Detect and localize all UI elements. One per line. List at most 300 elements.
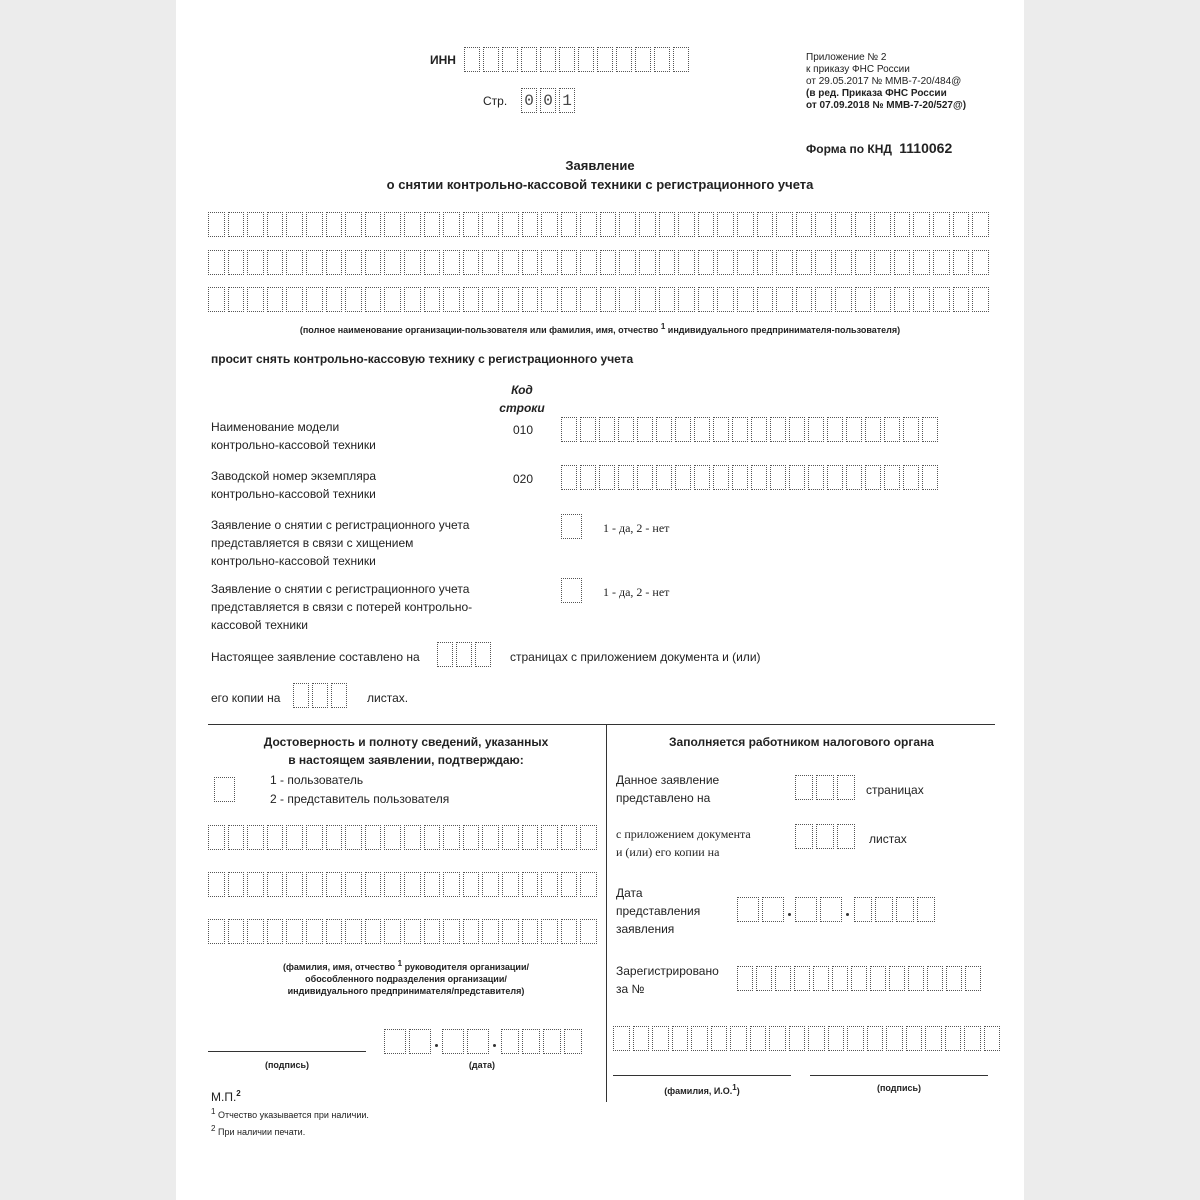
char-cell[interactable] <box>404 212 421 237</box>
char-cell[interactable]: 1 <box>559 88 575 113</box>
char-cell[interactable] <box>561 287 578 312</box>
char-cell[interactable] <box>808 1026 825 1051</box>
char-cell[interactable] <box>424 825 441 850</box>
char-cell[interactable] <box>972 212 989 237</box>
char-cell[interactable] <box>599 465 615 490</box>
char-cell[interactable] <box>365 212 382 237</box>
char-cell[interactable] <box>757 287 774 312</box>
char-cell[interactable] <box>443 872 460 897</box>
char-cell[interactable] <box>751 465 767 490</box>
officer-signature-line[interactable] <box>810 1075 988 1076</box>
char-cell[interactable] <box>816 775 834 800</box>
char-cell[interactable] <box>424 287 441 312</box>
char-cell[interactable] <box>884 465 900 490</box>
char-cell[interactable] <box>365 872 382 897</box>
char-cell[interactable] <box>678 250 695 275</box>
char-cell[interactable] <box>775 966 791 991</box>
char-cell[interactable] <box>541 250 558 275</box>
char-cell[interactable] <box>933 287 950 312</box>
submission-date-month[interactable] <box>795 897 842 922</box>
char-cell[interactable] <box>443 250 460 275</box>
org-name-row[interactable] <box>208 212 989 237</box>
signer-date-year[interactable] <box>501 1029 582 1054</box>
char-cell[interactable] <box>750 1026 767 1051</box>
char-cell[interactable] <box>619 250 636 275</box>
char-cell[interactable] <box>247 825 264 850</box>
char-cell[interactable] <box>654 47 670 72</box>
signer-name-row[interactable] <box>208 872 597 897</box>
char-cell[interactable] <box>953 212 970 237</box>
char-cell[interactable] <box>522 1029 540 1054</box>
char-cell[interactable] <box>456 642 472 667</box>
char-cell[interactable] <box>770 417 786 442</box>
char-cell[interactable] <box>502 825 519 850</box>
char-cell[interactable] <box>543 1029 561 1054</box>
char-cell[interactable] <box>870 966 886 991</box>
char-cell[interactable] <box>482 212 499 237</box>
char-cell[interactable] <box>502 250 519 275</box>
char-cell[interactable] <box>482 919 499 944</box>
char-cell[interactable] <box>443 212 460 237</box>
char-cell[interactable] <box>482 287 499 312</box>
char-cell[interactable] <box>813 966 829 991</box>
char-cell[interactable] <box>208 919 225 944</box>
char-cell[interactable] <box>580 287 597 312</box>
char-cell[interactable] <box>326 872 343 897</box>
char-cell[interactable] <box>404 919 421 944</box>
char-cell[interactable] <box>541 825 558 850</box>
char-cell[interactable] <box>828 1026 845 1051</box>
char-cell[interactable] <box>580 825 597 850</box>
char-cell[interactable] <box>561 919 578 944</box>
char-cell[interactable] <box>267 250 284 275</box>
char-cell[interactable] <box>384 825 401 850</box>
char-cell[interactable] <box>247 250 264 275</box>
char-cell[interactable] <box>619 287 636 312</box>
char-cell[interactable] <box>424 872 441 897</box>
char-cell[interactable] <box>286 825 303 850</box>
char-cell[interactable] <box>345 250 362 275</box>
char-cell[interactable] <box>837 775 855 800</box>
char-cell[interactable] <box>908 966 924 991</box>
char-cell[interactable] <box>698 287 715 312</box>
char-cell[interactable] <box>678 287 695 312</box>
loss-checkbox[interactable] <box>561 578 582 603</box>
char-cell[interactable] <box>795 824 813 849</box>
char-cell[interactable] <box>404 287 421 312</box>
char-cell[interactable] <box>903 417 919 442</box>
signer-name-row[interactable] <box>208 825 597 850</box>
char-cell[interactable] <box>267 919 284 944</box>
char-cell[interactable] <box>776 287 793 312</box>
char-cell[interactable] <box>578 47 594 72</box>
char-cell[interactable] <box>599 417 615 442</box>
char-cell[interactable] <box>502 872 519 897</box>
officer-name-line[interactable] <box>613 1075 791 1076</box>
signature-line[interactable] <box>208 1051 366 1052</box>
char-cell[interactable] <box>331 683 347 708</box>
char-cell[interactable] <box>675 465 691 490</box>
org-name-row[interactable] <box>208 287 989 312</box>
char-cell[interactable] <box>678 212 695 237</box>
char-cell[interactable] <box>286 212 303 237</box>
char-cell[interactable] <box>875 897 893 922</box>
char-cell[interactable] <box>894 212 911 237</box>
char-cell[interactable] <box>286 919 303 944</box>
char-cell[interactable] <box>306 250 323 275</box>
char-cell[interactable] <box>502 919 519 944</box>
char-cell[interactable] <box>293 683 309 708</box>
char-cell[interactable] <box>463 825 480 850</box>
char-cell[interactable] <box>522 287 539 312</box>
char-cell[interactable] <box>913 250 930 275</box>
char-cell[interactable] <box>580 417 596 442</box>
char-cell[interactable] <box>326 919 343 944</box>
char-cell[interactable] <box>384 212 401 237</box>
char-cell[interactable] <box>732 465 748 490</box>
char-cell[interactable] <box>796 250 813 275</box>
char-cell[interactable] <box>286 287 303 312</box>
char-cell[interactable]: 0 <box>540 88 556 113</box>
char-cell[interactable] <box>751 417 767 442</box>
char-cell[interactable] <box>443 287 460 312</box>
char-cell[interactable] <box>659 250 676 275</box>
received-sheets-cells[interactable] <box>795 824 855 849</box>
char-cell[interactable] <box>865 417 881 442</box>
char-cell[interactable] <box>846 465 862 490</box>
char-cell[interactable] <box>964 1026 981 1051</box>
char-cell[interactable] <box>267 287 284 312</box>
char-cell[interactable] <box>808 417 824 442</box>
char-cell[interactable] <box>437 642 453 667</box>
char-cell[interactable] <box>312 683 328 708</box>
char-cell[interactable] <box>846 417 862 442</box>
char-cell[interactable] <box>597 47 613 72</box>
char-cell[interactable] <box>561 250 578 275</box>
char-cell[interactable] <box>633 1026 650 1051</box>
char-cell[interactable] <box>619 212 636 237</box>
char-cell[interactable] <box>922 417 938 442</box>
signer-name-row[interactable] <box>208 919 597 944</box>
char-cell[interactable] <box>737 212 754 237</box>
char-cell[interactable] <box>580 919 597 944</box>
char-cell[interactable] <box>762 897 784 922</box>
char-cell[interactable] <box>409 1029 431 1054</box>
char-cell[interactable] <box>541 919 558 944</box>
char-cell[interactable] <box>757 212 774 237</box>
char-cell[interactable] <box>208 825 225 850</box>
char-cell[interactable] <box>345 287 362 312</box>
model-input[interactable] <box>561 417 938 442</box>
char-cell[interactable] <box>365 250 382 275</box>
char-cell[interactable] <box>637 417 653 442</box>
char-cell[interactable] <box>675 417 691 442</box>
theft-checkbox[interactable] <box>561 514 582 539</box>
char-cell[interactable] <box>713 465 729 490</box>
char-cell[interactable] <box>835 212 852 237</box>
char-cell[interactable] <box>561 212 578 237</box>
char-cell[interactable] <box>365 919 382 944</box>
char-cell[interactable] <box>464 47 480 72</box>
char-cell[interactable] <box>384 1029 406 1054</box>
char-cell[interactable] <box>600 287 617 312</box>
char-cell[interactable] <box>228 287 245 312</box>
char-cell[interactable] <box>922 465 938 490</box>
char-cell[interactable] <box>521 47 537 72</box>
char-cell[interactable] <box>208 872 225 897</box>
char-cell[interactable] <box>502 47 518 72</box>
submission-date-day[interactable] <box>737 897 784 922</box>
char-cell[interactable] <box>945 1026 962 1051</box>
char-cell[interactable] <box>855 287 872 312</box>
char-cell[interactable] <box>737 250 754 275</box>
char-cell[interactable] <box>345 212 362 237</box>
char-cell[interactable] <box>228 212 245 237</box>
char-cell[interactable] <box>306 872 323 897</box>
char-cell[interactable] <box>827 465 843 490</box>
char-cell[interactable] <box>384 872 401 897</box>
char-cell[interactable] <box>673 47 689 72</box>
char-cell[interactable] <box>656 465 672 490</box>
char-cell[interactable] <box>835 250 852 275</box>
char-cell[interactable] <box>541 287 558 312</box>
char-cell[interactable] <box>326 287 343 312</box>
char-cell[interactable] <box>502 212 519 237</box>
char-cell[interactable] <box>652 1026 669 1051</box>
char-cell[interactable] <box>639 287 656 312</box>
received-pages-cells[interactable] <box>795 775 855 800</box>
char-cell[interactable] <box>540 47 556 72</box>
char-cell[interactable] <box>713 417 729 442</box>
char-cell[interactable] <box>717 250 734 275</box>
char-cell[interactable] <box>522 919 539 944</box>
char-cell[interactable] <box>827 417 843 442</box>
char-cell[interactable] <box>580 872 597 897</box>
char-cell[interactable] <box>467 1029 489 1054</box>
org-name-row[interactable] <box>208 250 989 275</box>
submission-date-year[interactable] <box>854 897 935 922</box>
char-cell[interactable] <box>639 212 656 237</box>
char-cell[interactable] <box>228 250 245 275</box>
char-cell[interactable] <box>482 872 499 897</box>
char-cell[interactable] <box>404 872 421 897</box>
char-cell[interactable] <box>953 287 970 312</box>
char-cell[interactable] <box>463 212 480 237</box>
char-cell[interactable] <box>541 212 558 237</box>
char-cell[interactable] <box>522 212 539 237</box>
char-cell[interactable] <box>946 966 962 991</box>
char-cell[interactable] <box>789 465 805 490</box>
char-cell[interactable] <box>953 250 970 275</box>
char-cell[interactable] <box>442 1029 464 1054</box>
char-cell[interactable] <box>737 897 759 922</box>
char-cell[interactable] <box>896 897 914 922</box>
char-cell[interactable] <box>815 212 832 237</box>
char-cell[interactable] <box>483 47 499 72</box>
signer-date-month[interactable] <box>442 1029 489 1054</box>
char-cell[interactable] <box>847 1026 864 1051</box>
char-cell[interactable]: 0 <box>521 88 537 113</box>
char-cell[interactable] <box>776 250 793 275</box>
signer-type-checkbox[interactable] <box>214 777 235 802</box>
char-cell[interactable] <box>884 417 900 442</box>
char-cell[interactable] <box>965 966 981 991</box>
char-cell[interactable] <box>659 212 676 237</box>
char-cell[interactable] <box>482 825 499 850</box>
char-cell[interactable] <box>789 1026 806 1051</box>
pages-count-cells[interactable] <box>437 642 491 667</box>
char-cell[interactable] <box>541 872 558 897</box>
char-cell[interactable] <box>404 250 421 275</box>
char-cell[interactable] <box>600 212 617 237</box>
char-cell[interactable] <box>561 872 578 897</box>
char-cell[interactable] <box>326 825 343 850</box>
char-cell[interactable] <box>267 872 284 897</box>
char-cell[interactable] <box>694 465 710 490</box>
char-cell[interactable] <box>365 287 382 312</box>
char-cell[interactable] <box>757 250 774 275</box>
char-cell[interactable] <box>463 872 480 897</box>
char-cell[interactable] <box>972 287 989 312</box>
char-cell[interactable] <box>228 919 245 944</box>
char-cell[interactable] <box>424 919 441 944</box>
char-cell[interactable] <box>561 465 577 490</box>
char-cell[interactable] <box>561 825 578 850</box>
char-cell[interactable] <box>808 465 824 490</box>
char-cell[interactable] <box>580 465 596 490</box>
char-cell[interactable] <box>522 825 539 850</box>
char-cell[interactable] <box>404 825 421 850</box>
copies-count-cells[interactable] <box>293 683 347 708</box>
char-cell[interactable] <box>816 824 834 849</box>
char-cell[interactable] <box>424 212 441 237</box>
char-cell[interactable] <box>925 1026 942 1051</box>
char-cell[interactable] <box>769 1026 786 1051</box>
char-cell[interactable] <box>717 287 734 312</box>
char-cell[interactable] <box>561 417 577 442</box>
char-cell[interactable] <box>837 824 855 849</box>
char-cell[interactable] <box>889 966 905 991</box>
char-cell[interactable] <box>306 919 323 944</box>
char-cell[interactable] <box>501 1029 519 1054</box>
char-cell[interactable] <box>776 212 793 237</box>
char-cell[interactable] <box>228 872 245 897</box>
char-cell[interactable] <box>306 287 323 312</box>
char-cell[interactable] <box>730 1026 747 1051</box>
char-cell[interactable] <box>855 212 872 237</box>
char-cell[interactable] <box>717 212 734 237</box>
char-cell[interactable] <box>855 250 872 275</box>
char-cell[interactable] <box>906 1026 923 1051</box>
char-cell[interactable] <box>267 212 284 237</box>
char-cell[interactable] <box>384 919 401 944</box>
char-cell[interactable] <box>384 287 401 312</box>
char-cell[interactable] <box>637 465 653 490</box>
char-cell[interactable] <box>208 287 225 312</box>
char-cell[interactable] <box>618 417 634 442</box>
char-cell[interactable] <box>639 250 656 275</box>
inn-cells[interactable] <box>464 47 689 72</box>
char-cell[interactable] <box>815 287 832 312</box>
char-cell[interactable] <box>306 212 323 237</box>
char-cell[interactable] <box>756 966 772 991</box>
char-cell[interactable] <box>482 250 499 275</box>
char-cell[interactable] <box>286 872 303 897</box>
char-cell[interactable] <box>424 250 441 275</box>
char-cell[interactable] <box>851 966 867 991</box>
char-cell[interactable] <box>580 212 597 237</box>
char-cell[interactable] <box>796 212 813 237</box>
char-cell[interactable] <box>770 465 786 490</box>
char-cell[interactable] <box>894 287 911 312</box>
char-cell[interactable] <box>522 872 539 897</box>
char-cell[interactable] <box>463 250 480 275</box>
char-cell[interactable] <box>326 250 343 275</box>
char-cell[interactable] <box>874 250 891 275</box>
char-cell[interactable] <box>659 287 676 312</box>
char-cell[interactable] <box>443 825 460 850</box>
char-cell[interactable] <box>933 212 950 237</box>
char-cell[interactable] <box>789 417 805 442</box>
serial-input[interactable] <box>561 465 938 490</box>
char-cell[interactable] <box>616 47 632 72</box>
char-cell[interactable] <box>247 872 264 897</box>
char-cell[interactable] <box>365 825 382 850</box>
char-cell[interactable] <box>247 919 264 944</box>
char-cell[interactable] <box>286 250 303 275</box>
char-cell[interactable] <box>698 250 715 275</box>
char-cell[interactable] <box>927 966 943 991</box>
char-cell[interactable] <box>247 287 264 312</box>
char-cell[interactable] <box>345 919 362 944</box>
char-cell[interactable] <box>815 250 832 275</box>
registration-number-cells[interactable] <box>737 966 981 991</box>
char-cell[interactable] <box>854 897 872 922</box>
char-cell[interactable] <box>737 287 754 312</box>
char-cell[interactable] <box>443 919 460 944</box>
char-cell[interactable] <box>656 417 672 442</box>
signer-date-day[interactable] <box>384 1029 431 1054</box>
char-cell[interactable] <box>672 1026 689 1051</box>
char-cell[interactable] <box>267 825 284 850</box>
char-cell[interactable] <box>698 212 715 237</box>
char-cell[interactable] <box>865 465 881 490</box>
char-cell[interactable] <box>559 47 575 72</box>
char-cell[interactable] <box>228 825 245 850</box>
char-cell[interactable] <box>984 1026 1001 1051</box>
page-number-cells[interactable] <box>521 88 575 113</box>
char-cell[interactable] <box>913 287 930 312</box>
char-cell[interactable] <box>475 642 491 667</box>
char-cell[interactable] <box>874 212 891 237</box>
char-cell[interactable] <box>208 212 225 237</box>
char-cell[interactable] <box>463 287 480 312</box>
char-cell[interactable] <box>867 1026 884 1051</box>
char-cell[interactable] <box>794 966 810 991</box>
char-cell[interactable] <box>208 250 225 275</box>
char-cell[interactable] <box>502 287 519 312</box>
char-cell[interactable] <box>820 897 842 922</box>
char-cell[interactable] <box>694 417 710 442</box>
char-cell[interactable] <box>580 250 597 275</box>
char-cell[interactable] <box>874 287 891 312</box>
char-cell[interactable] <box>635 47 651 72</box>
char-cell[interactable] <box>384 250 401 275</box>
char-cell[interactable] <box>917 897 935 922</box>
char-cell[interactable] <box>886 1026 903 1051</box>
char-cell[interactable] <box>691 1026 708 1051</box>
char-cell[interactable] <box>732 417 748 442</box>
